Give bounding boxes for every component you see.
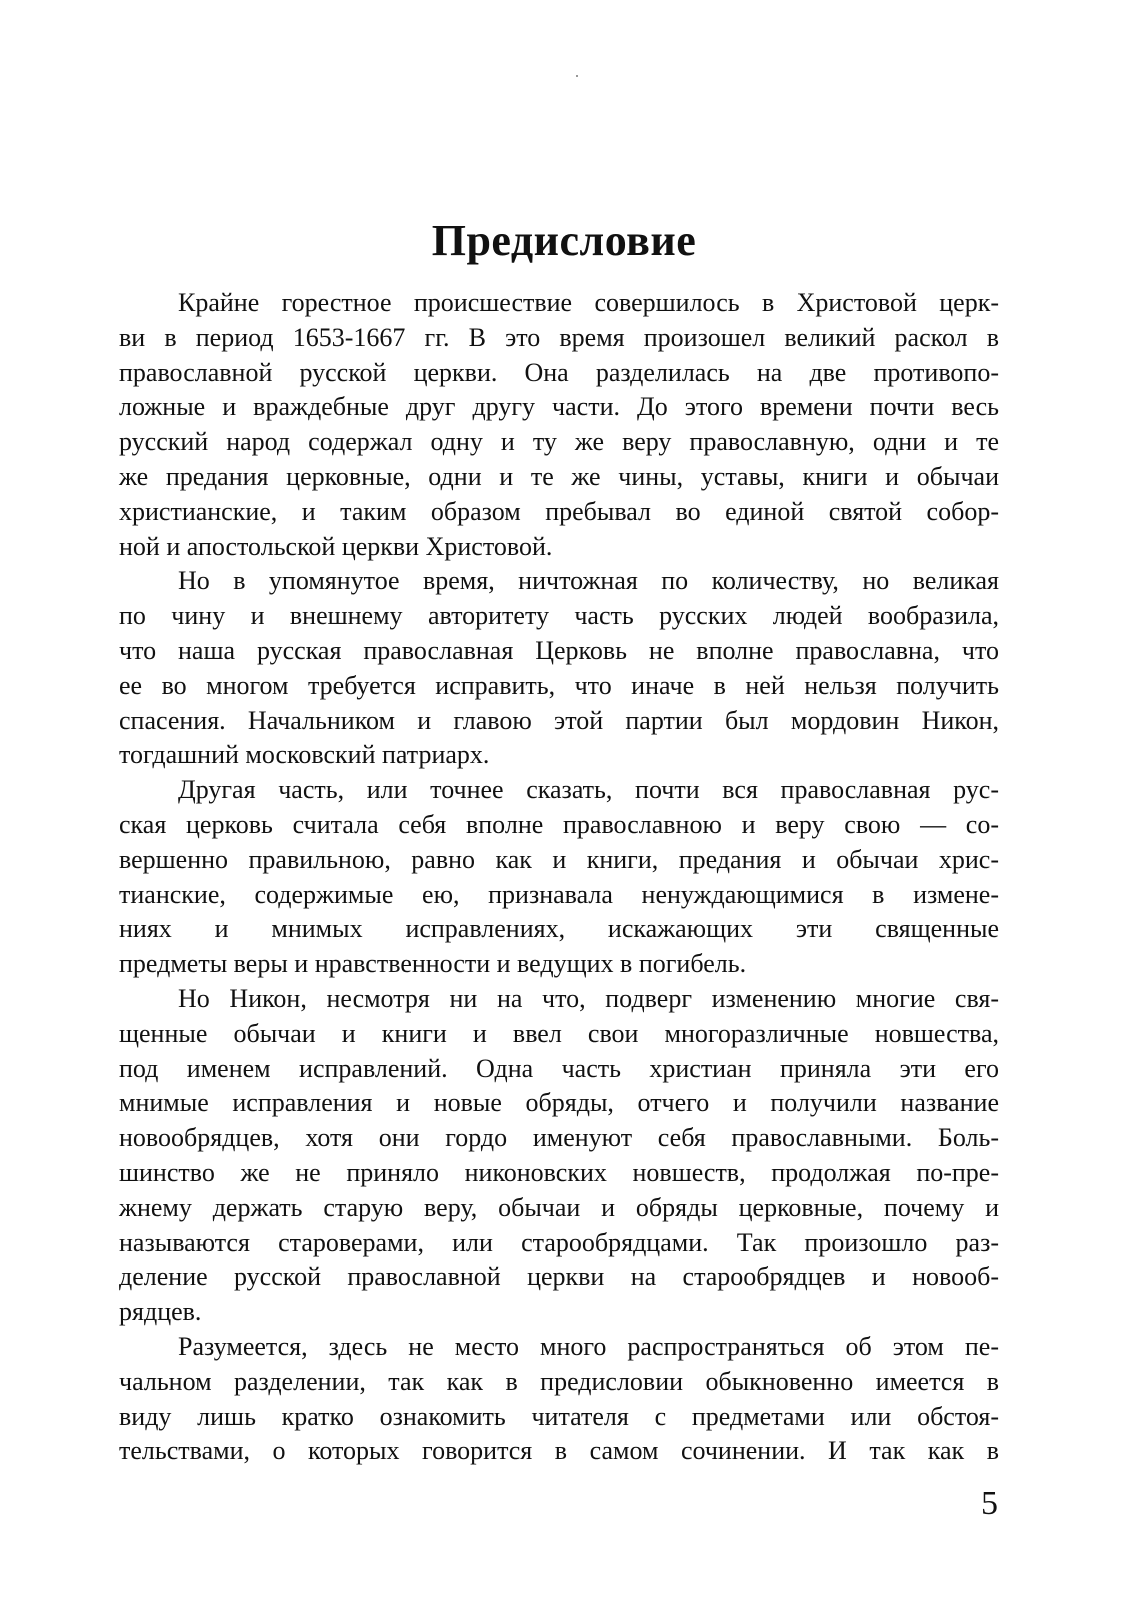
body-text [119, 286, 999, 1469]
text-line: тогдашний московский патриарх. [119, 740, 490, 770]
paragraph [119, 982, 999, 1330]
text-line: Но Никон, несмотря ни на что, подверг изменению многие свя- [178, 983, 999, 1013]
text-line: деление русской православной церкви на старообрядцев и новооб- [119, 1262, 999, 1292]
text-line: по чину и внешнему авторитету часть русских людей вообразила, [119, 601, 999, 631]
text-line: ская церковь считала себя вполне православною и веру свою — со- [119, 809, 999, 839]
text-line: что наша русская православная Церковь не вполне православна, что [119, 635, 999, 665]
text-line: предметы веры и нравственности и ведущих в погибель. [119, 949, 747, 979]
paragraph [119, 773, 999, 982]
paragraph [119, 1330, 999, 1469]
text-line: ви в период 1653-1667 гг. В это время произошел великий раскол в [119, 322, 999, 352]
scan-speck [576, 75, 578, 77]
text-line: спасения. Начальником и главою этой партии был мордовин Никон, [119, 705, 999, 735]
text-line: виду лишь кратко ознакомить читателя с предметами или обстоя- [119, 1401, 999, 1431]
text-line: Разумеется, здесь не место много распространяться об этом пе- [178, 1331, 999, 1361]
text-line: тианские, содержимые ею, признавала ненуждающимися в измене- [119, 879, 999, 909]
text-line: ниях и мнимых исправлениях, искажающих эти священные [119, 914, 999, 944]
text-line: тельствами, о которых говорится в самом сочинении. И так как в [119, 1436, 999, 1466]
text-line: называются староверами, или старообрядцами. Так произошло раз- [119, 1227, 999, 1257]
text-line: ложные и враждебные друг другу части. До этого времени почти весь [119, 392, 999, 422]
text-line: вершенно правильною, равно как и книги, предания и обычаи хрис- [119, 844, 999, 874]
text-line: русский народ содержал одну и ту же веру православную, одни и те [119, 427, 999, 457]
page-number: 5 [981, 1485, 998, 1522]
text-line: православной русской церкви. Она разделилась на две противопо- [119, 357, 999, 387]
paragraph [119, 564, 999, 773]
text-line: шинство же не приняло никоновских новшеств, продолжая по-пре- [119, 1157, 999, 1187]
paragraph [119, 286, 999, 564]
text-line: Но в упомянутое время, ничтожная по количеству, но великая [178, 566, 999, 596]
page-title: Предисловие [431, 216, 697, 266]
text-line: христианские, и таким образом пребывал во единой святой собор- [119, 496, 999, 526]
text-line: Крайне горестное происшествие совершилось в Христовой церк- [178, 288, 999, 317]
text-line: ее во многом требуется исправить, что иначе в ней нельзя получить [119, 670, 999, 700]
text-line: Другая часть, или точнее сказать, почти вся православная рус- [178, 775, 999, 805]
text-line: под именем исправлений. Одна часть христиан приняла эти его [119, 1053, 999, 1083]
text-line: щенные обычаи и книги и ввел свои многоразличные новшества, [119, 1018, 999, 1048]
text-line: рядцев. [119, 1297, 202, 1327]
text-line: мнимые исправления и новые обряды, отчего и получили название [119, 1088, 999, 1118]
text-line: жнему держать старую веру, обычаи и обряды церковные, почему и [119, 1192, 999, 1222]
text-line: ной и апостольской церкви Христовой. [119, 531, 553, 561]
text-line: чальном разделении, так как в предисловии обыкновенно имеется в [119, 1366, 999, 1396]
text-line: новообрядцев, хотя они гордо именуют себя православными. Боль- [119, 1123, 999, 1153]
text-line: же предания церковные, одни и те же чины, уставы, книги и обычаи [119, 461, 999, 491]
